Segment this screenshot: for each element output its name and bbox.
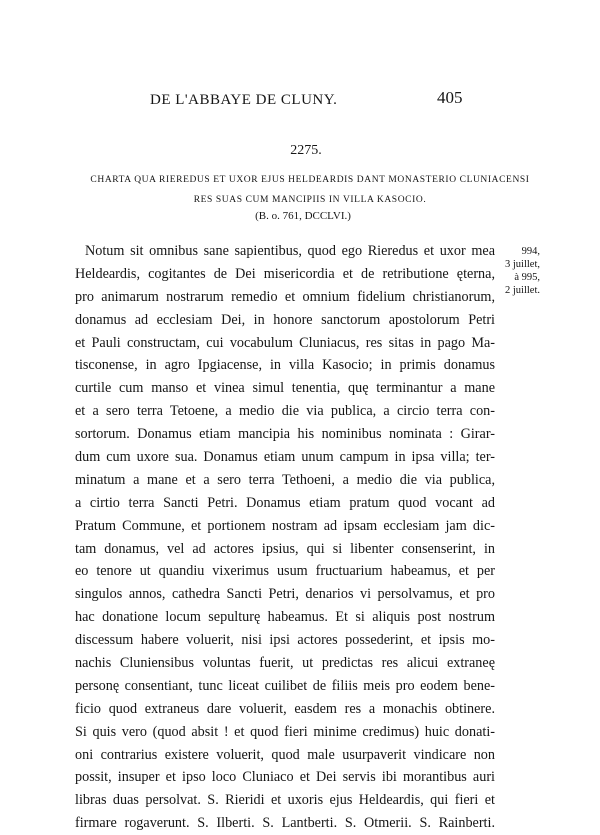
text-line: singulos annos, cathedra Sancti Petri, denarios vi persolvamus, et pro	[75, 586, 495, 603]
text-line: eo tenore ut quandiu vixerimus usum fructuarium habeamus, et per	[75, 563, 495, 580]
text-line: Heldeardis, cogitantes de Dei misericordia et de retributione ęterna,	[75, 265, 495, 282]
text-line: Notum sit omnibus sane sapientibus, quod ego Rieredus et uxor mea	[85, 243, 495, 259]
text-line: et a sero terra Tetoene, a medio die via publica, a circio terra con-	[75, 403, 495, 420]
charter-title-line: CHARTA QUA RIEREDUS ET UXOR EJUS HELDEARDIS DANT MONASTERIO CLUNIACENSI	[90, 175, 530, 185]
text-line: curtile cum manso et vinea simul tenentia, quę terminantur a mane	[75, 380, 495, 397]
text-line: oni contrarius existere voluerit, quod male usurpaverit vindicare non	[75, 746, 495, 763]
text-line: et Pauli constructam, cui vocabulum Cluniacus, res sitas in pago Ma-	[75, 334, 495, 351]
running-title: DE L'ABBAYE DE CLUNY.	[150, 92, 338, 108]
page-number: 405	[437, 88, 463, 107]
margin-date-line: 3 juillet,	[505, 259, 540, 270]
text-line: sortorum. Donamus etiam mancipia his nominibus nominata : Girar-	[75, 426, 495, 443]
charter-title-line: RES SUAS CUM MANCIPIIS IN VILLA KASOCIO.	[193, 195, 427, 205]
text-line: Si quis vero (quod absit ! et quod fieri minime credimus) huic donati-	[75, 723, 495, 740]
text-line: discessum habere voluerit, nisi ipsi actores possederint, et ipsis mo-	[75, 632, 495, 649]
charter-number: 2275.	[290, 143, 322, 158]
charter-source-reference: (B. o. 761, DCCLVI.)	[255, 210, 351, 222]
text-line: tam donamus, vel ad actores ipsius, qui si libenter consenserint, in	[75, 540, 495, 557]
text-line: libras duas persolvat. S. Rieridi et uxoris ejus Heldeardis, qui fieri et	[75, 792, 495, 809]
margin-date-line: 2 juillet.	[505, 285, 540, 296]
charter-body-text	[75, 240, 495, 835]
text-line: hac donatione locum sepulturę habeamus. Et si aliquis post nostrum	[75, 609, 495, 626]
margin-date-line: 994,	[521, 246, 540, 257]
text-line: ficio quod extraneus dare voluerit, easdem res a monachis obtinere.	[75, 700, 495, 717]
text-line: personę consentiant, tunc liceat cuilibet de filiis meis pro eodem bene-	[75, 677, 495, 694]
text-line: firmare rogaverunt. S. Ilberti. S. Lantberti. S. Otmerii. S. Rainberti.	[75, 815, 495, 832]
text-line: Pratum Commune, et portionem nostram ad ipsam ecclesiam jam dic-	[75, 517, 495, 534]
charter-title	[60, 170, 560, 210]
text-line: a cirtio terra Sancti Petri. Donamus etiam pratum quod vocant ad	[75, 494, 495, 511]
text-line: donamus ad ecclesiam Dei, in honore sanctorum apostolorum Petri	[75, 311, 495, 328]
text-line: dum cum uxore sua. Donamus etiam unum campum in ipsa villa; ter-	[75, 449, 495, 466]
text-line: possit, insuper et ipso loco Cluniaco et Dei servis ibi morantibus auri	[75, 769, 495, 786]
text-line: nachis Cluniensibus voluntas fuerit, ut predictas res alicui extraneę	[75, 655, 495, 672]
text-line: tisconense, in agro Ipgiacense, in villa Kasocio; in primis donamus	[75, 357, 495, 374]
margin-date-line: à 995,	[514, 272, 540, 283]
text-line: pro animarum nostrarum remedio et omnium fidelium christianorum,	[75, 288, 495, 305]
text-line: minatum a mane et a sero terra Tethoeni, a medio die via publica,	[75, 471, 495, 488]
